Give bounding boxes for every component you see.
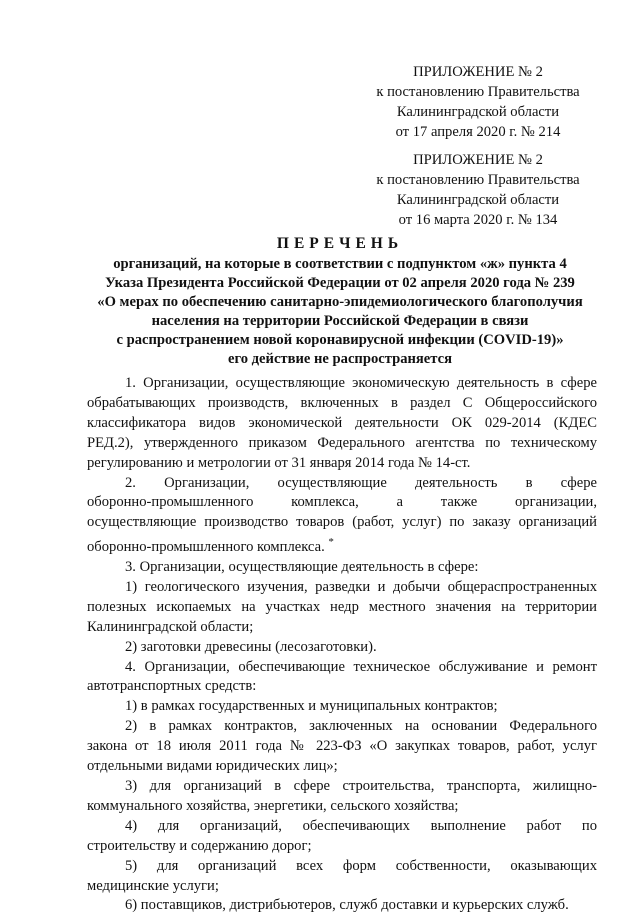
body-line: закона от 18 июля 2011 года № 223-ФЗ «О закупках товаров, работ, услуг — [87, 738, 597, 755]
body-line: 1. Организации, осуществляющие экономическую деятельность в сфере — [125, 375, 597, 391]
body-line-text: оборонно-промышленного комплекса. — [87, 539, 325, 556]
body-line: 6) поставщиков, дистрибьютеров, служб доставки и курьерских служб. — [125, 897, 569, 914]
body-line: 1) геологического изучения, разведки и добычи общераспространенных — [125, 578, 597, 595]
body-line: отдельными видами юридических лиц»; — [87, 758, 338, 775]
body-line: полезных ископаемых на участках недр местного значения на территории — [87, 598, 597, 615]
body-line: 2. Организации, осуществляющие деятельность в сфере — [125, 474, 597, 491]
subtitle-line: Указа Президента Российской Федерации от 02 апреля 2020 года № 239 — [105, 275, 575, 291]
appendix-current — [358, 62, 598, 142]
body-line: 3. Организации, осуществляющие деятельность в сфере: — [125, 559, 479, 576]
body-line: 1) в рамках государственных и муниципальных контрактов; — [125, 698, 498, 715]
subtitle-line: организаций, на которые в соответствии с подпунктом «ж» пункта 4 — [113, 256, 567, 272]
subtitle-line: его действие не распространяется — [227, 351, 452, 367]
body-line-with-footnote — [87, 533, 597, 558]
subtitle-line: населения на территории Российской Федерации в связи — [151, 313, 529, 329]
body-line: 2) в рамках контрактов, заключенных на основании Федерального — [125, 718, 597, 735]
body-line: обрабатывающих производств, включенных в раздел С Общероссийского — [87, 394, 597, 411]
body-line: автотранспортных средств: — [87, 678, 257, 695]
body-line: 3) для организаций в сфере строительства, транспорта, жилищно- — [125, 777, 597, 794]
appendix-line: к постановлению Правительства — [376, 84, 580, 100]
appendix-line: от 17 апреля 2020 г. № 214 — [395, 124, 561, 140]
body-line: медицинские услуги; — [87, 877, 219, 894]
document-heading — [70, 233, 610, 369]
footnote-mark: * — [328, 536, 334, 549]
body-line: Калининградской области; — [87, 618, 254, 635]
body-line: 4. Организации, обеспечивающие техническое обслуживание и ремонт — [125, 658, 597, 675]
body-line: РЕД.2), утвержденного приказом Федерального агентства по техническому — [87, 434, 597, 451]
body-line: строительству и содержанию дорог; — [87, 837, 312, 854]
body-line: регулированию и метрологии от 31 января 2014 года № 14-ст. — [87, 454, 471, 471]
document-body — [87, 374, 597, 916]
appendix-title: ПРИЛОЖЕНИЕ № 2 — [413, 64, 543, 80]
subtitle-line: «О мерах по обеспечению санитарно-эпидемиологического благополучия — [97, 294, 583, 310]
appendix-title: ПРИЛОЖЕНИЕ № 2 — [413, 152, 543, 168]
body-line: 4) для организаций, обеспечивающих выполнение работ по — [125, 817, 597, 834]
body-line: коммунального хозяйства, энергетики, сельского хозяйства; — [87, 797, 459, 814]
appendix-previous — [358, 150, 598, 230]
body-line: классификатора видов экономической деятельности ОК 029-2014 (КДЕС — [87, 414, 597, 431]
body-line: осуществляющие производство товаров (работ, услуг) по заказу организаций — [87, 514, 597, 531]
appendix-line: Калининградской области — [396, 104, 560, 120]
subtitle-line: с распространением новой коронавирусной инфекции (COVID-19)» — [116, 332, 564, 348]
appendix-line: к постановлению Правительства — [376, 172, 580, 188]
appendix-line: Калининградской области — [396, 192, 560, 208]
appendix-line: от 16 марта 2020 г. № 134 — [398, 212, 558, 228]
body-line: 2) заготовки древесины (лесозаготовки). — [125, 638, 377, 655]
body-line: оборонно-промышленного комплекса, а также организации, — [87, 494, 597, 511]
body-line: 5) для организаций всех форм собственности, оказывающих — [125, 857, 597, 874]
document-title: ПЕРЕЧЕНЬ — [276, 235, 404, 252]
